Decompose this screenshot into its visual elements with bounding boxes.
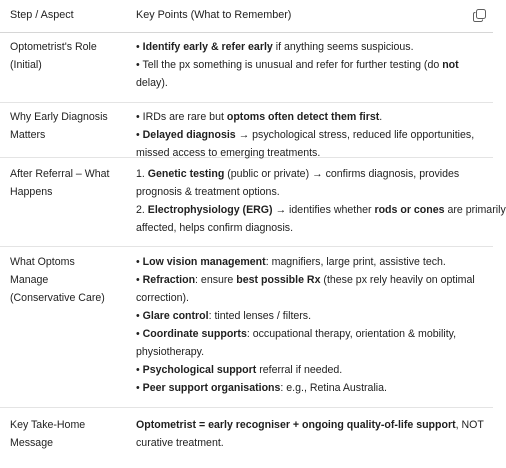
key-point-line bbox=[136, 201, 506, 219]
text-segment: curative treatment. bbox=[136, 437, 224, 449]
key-point-line bbox=[136, 108, 486, 126]
text-segment: : tinted lenses / filters. bbox=[208, 310, 312, 322]
bold-text: Identify early & refer early bbox=[142, 41, 273, 53]
text-segment: • IRDs are rare but bbox=[136, 111, 227, 123]
aspect-line: Optometrist's Role bbox=[10, 41, 97, 53]
text-segment: prognosis & treatment options. bbox=[136, 186, 280, 198]
key-point-line bbox=[136, 361, 486, 379]
text-segment: → psychological stress, reduced life opportunities, bbox=[235, 129, 475, 141]
column-header-key-points: Key Points (What to Remember) bbox=[136, 9, 292, 21]
key-point-line bbox=[136, 343, 486, 361]
text-segment: missed access to emerging treatments. bbox=[136, 147, 321, 159]
key-point-line bbox=[136, 325, 486, 343]
bold-text: not bbox=[442, 59, 459, 71]
aspect-cell bbox=[10, 165, 128, 201]
text-segment: : ensure bbox=[195, 274, 237, 286]
bold-text: optoms often detect them first bbox=[226, 111, 380, 123]
table-row bbox=[0, 103, 493, 158]
bold-text: Coordinate supports bbox=[142, 328, 247, 340]
key-point-line bbox=[136, 183, 486, 201]
bold-text: Delayed diagnosis bbox=[142, 129, 236, 141]
table-row bbox=[0, 33, 493, 103]
key-point-line bbox=[136, 416, 486, 434]
bold-text: Psychological support bbox=[142, 364, 257, 376]
table-row bbox=[0, 408, 493, 468]
key-point-line bbox=[136, 271, 486, 289]
bold-text: Peer support organisations bbox=[142, 382, 281, 394]
text-segment: • bbox=[136, 310, 143, 322]
text-segment: referral if needed. bbox=[256, 364, 343, 376]
text-segment: physiotherapy. bbox=[136, 346, 205, 358]
text-segment: • bbox=[136, 274, 143, 286]
key-point-line bbox=[136, 289, 486, 307]
aspect-line: Key Take-Home bbox=[10, 419, 86, 431]
text-segment: . bbox=[379, 111, 383, 123]
text-segment: correction). bbox=[136, 292, 189, 304]
text-segment: (public or private) → confirms diagnosis, provides bbox=[224, 168, 460, 180]
text-segment: delay). bbox=[136, 77, 168, 89]
key-points-cell bbox=[136, 416, 486, 452]
key-points-cell bbox=[136, 253, 486, 397]
key-point-line bbox=[136, 434, 486, 452]
bold-text: best possible Rx bbox=[236, 274, 321, 286]
bold-text: Low vision management bbox=[142, 256, 266, 268]
bold-text: Genetic testing bbox=[147, 168, 225, 180]
aspect-line: Message bbox=[10, 437, 53, 449]
table-body bbox=[0, 33, 506, 468]
table-row bbox=[0, 158, 506, 247]
text-segment: : e.g., Retina Australia. bbox=[280, 382, 387, 394]
bold-text: Glare control bbox=[142, 310, 209, 322]
key-points-cell bbox=[136, 38, 486, 92]
bold-text: rods or cones bbox=[374, 204, 445, 216]
key-point-line bbox=[136, 165, 486, 183]
aspect-line: After Referral – What bbox=[10, 168, 110, 180]
key-point-line bbox=[136, 56, 486, 74]
text-segment: if anything seems suspicious. bbox=[272, 41, 414, 53]
key-points-cell bbox=[136, 108, 486, 162]
text-segment: • Tell the px something is unusual and refer for further testing (do bbox=[136, 59, 443, 71]
aspect-cell bbox=[10, 253, 128, 307]
aspect-line: Manage bbox=[10, 274, 49, 286]
text-segment: (these px rely heavily on optimal bbox=[320, 274, 475, 286]
key-point-line bbox=[136, 74, 486, 92]
table-row bbox=[0, 247, 493, 408]
key-point-line bbox=[136, 379, 486, 397]
aspect-cell bbox=[10, 416, 128, 452]
key-point-line bbox=[136, 307, 486, 325]
aspect-line: Matters bbox=[10, 129, 46, 141]
key-point-line bbox=[136, 38, 486, 56]
copy-button[interactable] bbox=[471, 7, 487, 23]
text-segment: • bbox=[136, 129, 143, 141]
table-header bbox=[0, 0, 493, 33]
aspect-cell bbox=[10, 38, 128, 74]
aspect-line: What Optoms bbox=[10, 256, 75, 268]
text-segment: : magnifiers, large print, assistive tech. bbox=[265, 256, 446, 268]
aspect-line: (Conservative Care) bbox=[10, 292, 105, 304]
text-segment: • bbox=[136, 364, 143, 376]
key-points-cell bbox=[136, 165, 506, 237]
text-segment: are primarily bbox=[444, 204, 506, 216]
key-point-line bbox=[136, 219, 486, 237]
text-segment: affected, helps confirm diagnosis. bbox=[136, 222, 294, 234]
column-header-step: Step / Aspect bbox=[10, 9, 74, 21]
aspect-line: Why Early Diagnosis bbox=[10, 111, 108, 123]
bold-text: Electrophysiology (ERG) bbox=[147, 204, 273, 216]
aspect-line: (Initial) bbox=[10, 59, 42, 71]
text-segment: → identifies whether bbox=[272, 204, 375, 216]
bold-text: Optometrist = early recogniser + ongoing quality-of-life support bbox=[136, 419, 456, 431]
text-segment: 1. bbox=[136, 168, 148, 180]
bold-text: Refraction bbox=[142, 274, 196, 286]
copy-icon bbox=[473, 9, 486, 22]
text-segment: : occupational therapy, orientation & mobility, bbox=[246, 328, 457, 340]
aspect-line: Happens bbox=[10, 186, 53, 198]
text-segment: • bbox=[136, 328, 143, 340]
text-segment: 2. bbox=[136, 204, 148, 216]
key-point-line bbox=[136, 126, 486, 144]
text-segment: • bbox=[136, 382, 143, 394]
key-point-line bbox=[136, 253, 486, 271]
text-segment: • bbox=[136, 256, 143, 268]
aspect-cell bbox=[10, 108, 128, 144]
text-segment: , NOT bbox=[455, 419, 484, 431]
text-segment: • bbox=[136, 41, 143, 53]
